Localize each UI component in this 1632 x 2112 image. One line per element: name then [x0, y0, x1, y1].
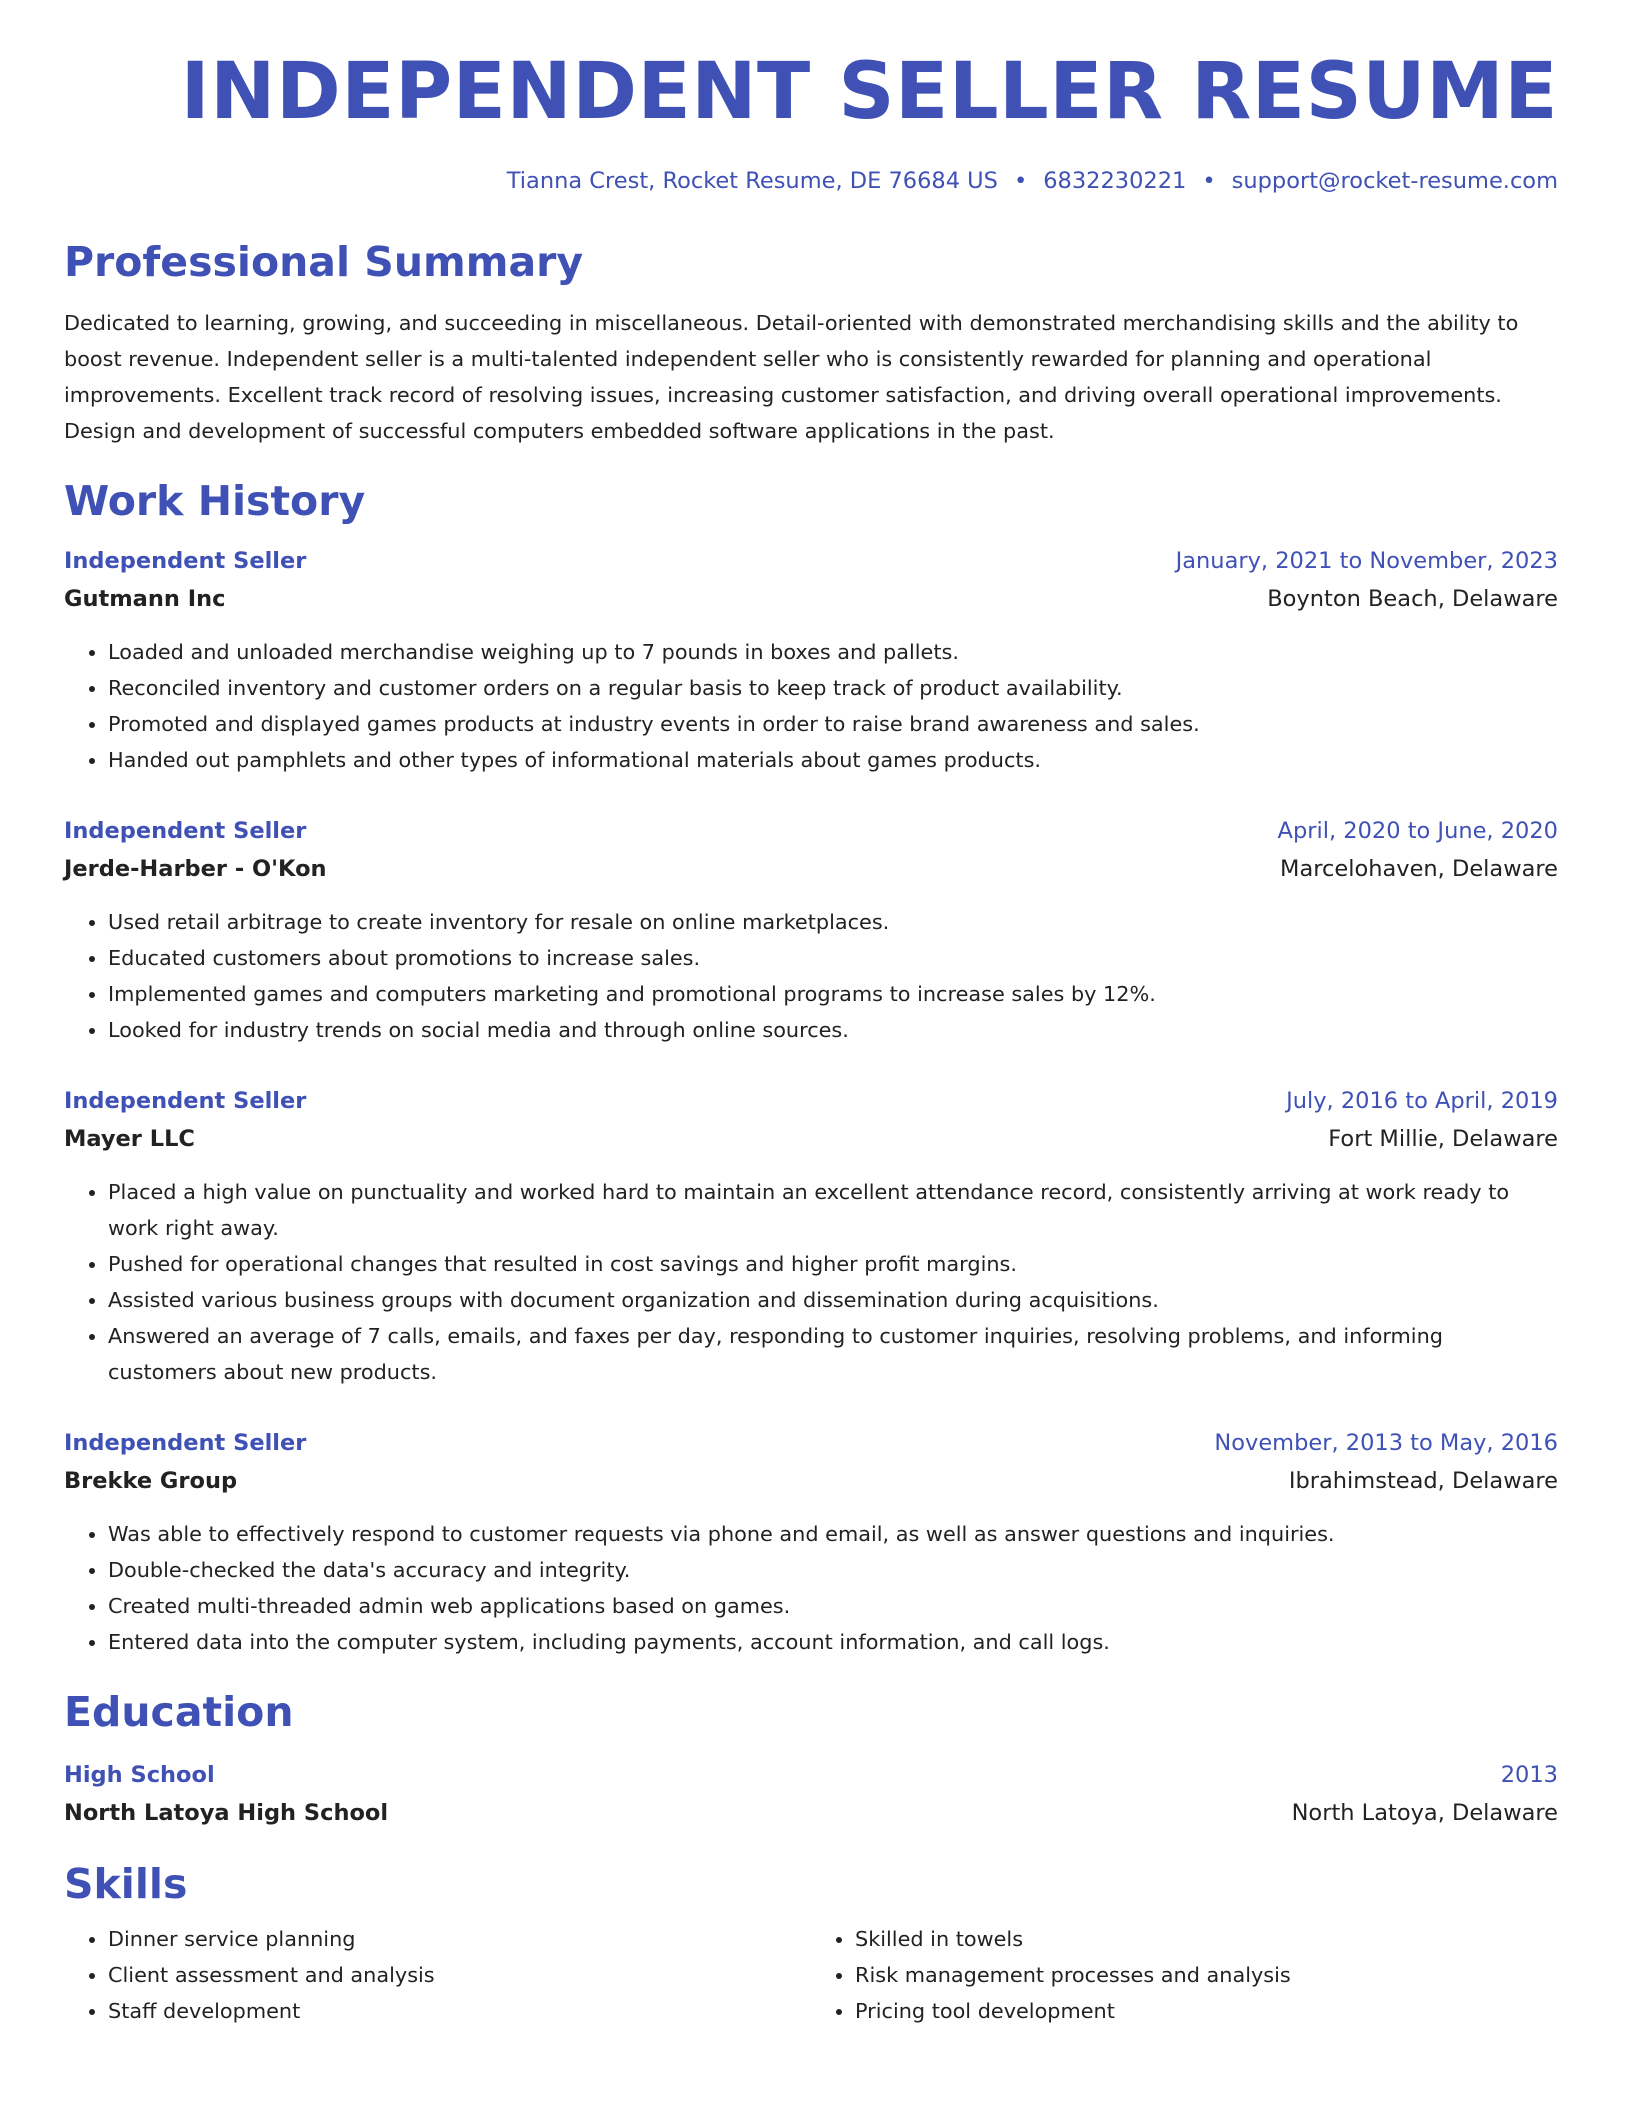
skill-item: • Skilled in towels [855, 1921, 1558, 1957]
skills-section [64, 1859, 1558, 2029]
job-role: Independent Seller [64, 548, 307, 575]
job-bullet: • Used retail arbitrage to create inventory for resale on online marketplaces. [108, 904, 1558, 940]
job-bullet: • Double-checked the data's accuracy and integrity. [108, 1552, 1558, 1588]
job-bullet: • Implemented games and computers marketing and promotional programs to increase sales by 12%. [108, 976, 1558, 1012]
job-bullet: • Handed out pamphlets and other types of informational materials about games products. [108, 742, 1558, 778]
job-dates: July, 2016 to April, 2019 [1286, 1088, 1558, 1115]
job-location: Fort Millie, Delaware [1328, 1126, 1558, 1153]
education-heading: Education [64, 1688, 294, 1737]
contact-separator: • [1202, 168, 1216, 195]
resume-page [64, 47, 1558, 2029]
education-year: 2013 [1500, 1761, 1558, 1788]
contact-phone: 6832230221 [1043, 168, 1187, 195]
skill-item: • Client assessment and analysis [108, 1957, 811, 1993]
education-school: North Latoya High School [64, 1799, 389, 1826]
job-bullet: • Promoted and displayed games products at industry events in order to raise brand awareness and sales. [108, 706, 1558, 742]
job-role: Independent Seller [64, 818, 307, 845]
skill-item: • Pricing tool development [855, 1993, 1558, 2029]
summary-section [64, 240, 1558, 449]
job-dates: April, 2020 to June, 2020 [1277, 818, 1558, 845]
job-location: Ibrahimstead, Delaware [1288, 1468, 1558, 1495]
skill-item: • Dinner service planning [108, 1921, 811, 1957]
skills-list-left [64, 1921, 811, 2029]
job-company: Jerde-Harber - O'Kon [64, 856, 327, 883]
work-history-heading: Work History [64, 477, 366, 526]
job-bullet: • Looked for industry trends on social media and through online sources. [108, 1012, 1558, 1048]
job-bullet: • Answered an average of 7 calls, emails, and faxes per day, responding to customer inquiries, resolving problems, and informing customers about new products. [108, 1318, 1558, 1390]
skills-heading: Skills [64, 1859, 188, 1908]
job-location: Boynton Beach, Delaware [1267, 586, 1558, 613]
job-bullet: • Pushed for operational changes that resulted in cost savings and higher profit margins. [108, 1246, 1558, 1282]
job-company: Mayer LLC [64, 1126, 195, 1153]
skills-grid [64, 1921, 1558, 2029]
job-entry [64, 1424, 1558, 1660]
education-degree: High School [64, 1761, 215, 1788]
education-entry [64, 1756, 1558, 1832]
job-bullet: • Placed a high value on punctuality and worked hard to maintain an excellent attendance record, consistently arriving at work ready to work right away. [108, 1174, 1558, 1246]
job-bullet: • Reconciled inventory and customer orders on a regular basis to keep track of product availability. [108, 670, 1558, 706]
contact-address: Tianna Crest, Rocket Resume, DE 76684 US [506, 168, 998, 195]
contact-email: support@rocket-resume.com [1231, 168, 1558, 195]
job-bullets [64, 1174, 1558, 1390]
job-bullet: • Entered data into the computer system, including payments, account information, and call logs. [108, 1624, 1558, 1660]
summary-heading: Professional Summary [64, 238, 584, 287]
job-bullet: • Was able to effectively respond to customer requests via phone and email, as well as answer questions and inquiries. [108, 1516, 1558, 1552]
job-company: Gutmann Inc [64, 586, 226, 613]
contact-line [64, 168, 1558, 194]
education-section [64, 1690, 1558, 1831]
skill-item: • Staff development [108, 1993, 811, 2029]
skill-item: • Risk management processes and analysis [855, 1957, 1558, 1993]
job-role: Independent Seller [64, 1088, 307, 1115]
contact-separator: • [1013, 168, 1028, 195]
job-role: Independent Seller [64, 1430, 307, 1457]
job-company: Brekke Group [64, 1468, 238, 1495]
skills-list-right [811, 1921, 1558, 2029]
job-dates: November, 2013 to May, 2016 [1214, 1430, 1558, 1457]
work-history-section [64, 479, 1558, 1660]
job-bullets [64, 1516, 1558, 1660]
job-bullet: • Assisted various business groups with document organization and dissemination during acquisitions. [108, 1282, 1558, 1318]
job-entry [64, 1082, 1558, 1390]
job-bullets [64, 904, 1558, 1048]
education-location: North Latoya, Delaware [1291, 1799, 1558, 1826]
summary-text: Dedicated to learning, growing, and succeeding in miscellaneous. Detail-oriented with demonstrated merchandising skills and the ability to boost revenue. Independent seller is a multi-talented independent seller who is consistently rewarded for planning and operational improvements. Excellent track record of resolving issues, increasing customer satisfaction, and driving overall operational improvements. Design and development of successful computers embedded software applications in the past. [64, 311, 1519, 444]
resume-title: INDEPENDENT SELLER RESUME [180, 47, 1558, 137]
job-dates: January, 2021 to November, 2023 [1175, 548, 1558, 575]
job-bullets [64, 634, 1558, 778]
job-entry [64, 542, 1558, 778]
job-entry [64, 812, 1558, 1048]
job-bullet: • Educated customers about promotions to increase sales. [108, 940, 1558, 976]
job-bullet: • Loaded and unloaded merchandise weighing up to 7 pounds in boxes and pallets. [108, 634, 1558, 670]
job-bullet: • Created multi-threaded admin web applications based on games. [108, 1588, 1558, 1624]
job-location: Marcelohaven, Delaware [1280, 856, 1558, 883]
